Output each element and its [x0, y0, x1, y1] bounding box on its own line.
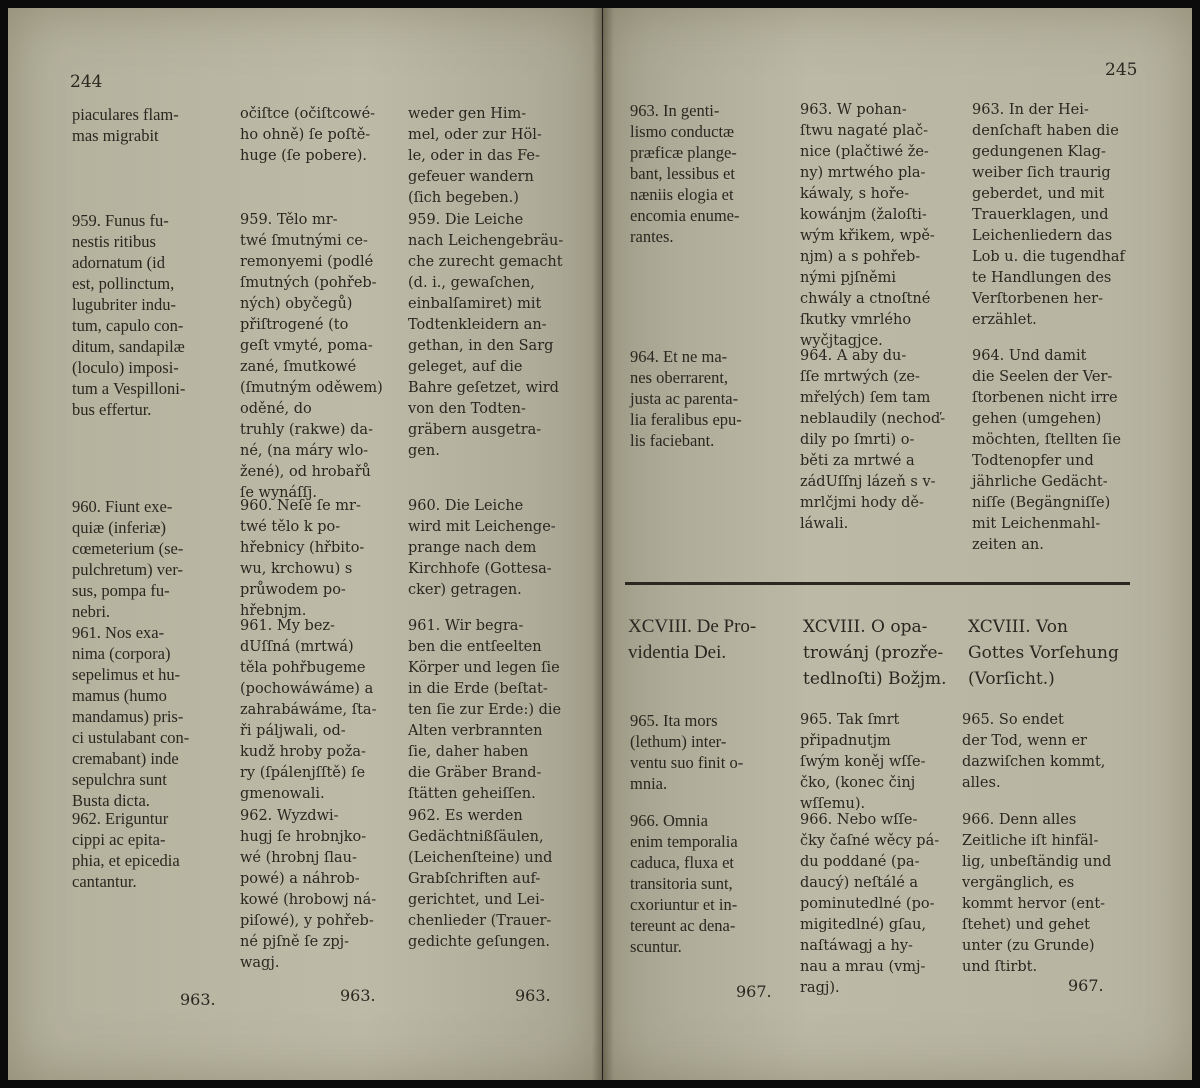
latin-entry-958-end: piaculares flam- mas migrabit — [72, 105, 179, 145]
section-divider-rule — [625, 582, 1130, 585]
german-entry-959: 959. Die Leiche nach Leichengebräu- che zurecht gemacht (d. i., gewaſchen, einbalſamiret) mit Todtenkleidern an- gethan, in den Sarg geleget, auf die Bahre geſetzet, wird von den Todten- gräbern ausgetra- gen. — [408, 212, 564, 459]
czech-entry-966: 966. Nebo wſſe- čky čaſné wěcy pá- du poddané (pa- daucý) neſtálé a pominutedlné (po- migitedlné) gſau, naſtáwagj a hy- nau a mrau (vmj- ragj). — [800, 812, 940, 996]
czech-entry-962: 962. Wyzdwi- hugj ſe hrobnjko- wé (hrobnj ſlau- powé) a náhrob- kowé (hrobowj ná- piſowé), y pohřeb- né pjſně ſe zpj- wagj. — [240, 808, 377, 971]
czech-entry-958-end: očiſtce (očiſtcowé- ho ohně) ſe poſtě- huge (ſe pobere). — [240, 106, 376, 164]
czech-entry-960: 960. Neſe ſe mr- twé tělo k po- hřebnicy (hřbito- wu, krchowu) s průwodem po- hřebnjm. — [240, 498, 365, 619]
book-gutter — [592, 8, 614, 1080]
czech-entry-959: 959. Tělo mr- twé ſmutnými ce- remonyemi (podlé ſmutných (pohřeb- ných) obyčegů) přiſtrogené (to geſt vmyté, poma- zané, ſmutkowé (ſmutným oděwem) oděné, do truhly (rakwe) da- né, (na máry wlo- žené), od hrobařů ſe wynáſſj. — [240, 212, 383, 501]
german-entry-958-end: weder gen Him- mel, oder zur Höl- le, oder in das Fe- gefeuer wandern (ſich begeben.) — [408, 106, 542, 206]
german-entry-960: 960. Die Leiche wird mit Leichenge- prange nach dem Kirchhofe (Gottesa- cker) getragen. — [408, 498, 556, 598]
page-number-right: 245 — [1105, 60, 1138, 80]
german-entry-961: 961. Wir begra- ben die entſeelten Körper und legen ſie in die Erde (beſtat- ten ſie zur Erde:) die Alten verbrannten ſie, daher haben die Gräber Brand- ſtätten geheiſſen. — [408, 618, 562, 802]
czech-entry-963: 963. W pohan- ſtwu nagaté plač- nice (plačtiwé že- ny) mrtwého pla- káwaly, s hoře- kowánjm (žaloſti- wým křikem, wpě- njm) a s pohřeb- nými pjſněmi chwály a ctnoſtné ſkutky vmrlého wyčjtagjce. — [800, 102, 935, 349]
german-entry-965: 965. So endet der Tod, wenn er dazwiſchen kommt, alles. — [962, 712, 1106, 791]
catchword-right-german: 967. — [1068, 976, 1104, 995]
catchword-right-latin: 967. — [736, 982, 772, 1001]
chapter-heading-latin: XCVIII. De Pro- videntia Dei. — [628, 616, 757, 663]
latin-entry-962: 962. Eriguntur cippi ac epita- phia, et epicedia cantantur. — [72, 809, 180, 891]
german-entry-963: 963. In der Hei- denſchaft haben die gedungenen Klag- weiber ſich traurig geberdet, und mit Trauerklagen, und Leichenliedern das Lob u. die tugendhaf te Handlungen des Verſtorbenen her- erzählet. — [972, 102, 1125, 328]
latin-entry-964: 964. Et ne ma- nes oberrarent, justa ac parenta- lia feralibus epu- lis faciebant. — [630, 347, 742, 450]
german-entry-966: 966. Denn alles Zeitliche iſt hinfäl- lig, unbeſtändig und vergänglich, es kommt hervor (ent- ſtehet) und gehet unter (zu Grunde) und ſtirbt. — [962, 812, 1112, 975]
catchword-left-german: 963. — [515, 986, 551, 1005]
czech-entry-961: 961. My bez- dUſſná (mrtwá) těla pohřbugeme (pochowáwáme) a zahrabáwáme, ſta- ři páljwali, od- kudž hroby poža- ry (ſpálenjſſtě) ſe gmenowali. — [240, 618, 377, 802]
chapter-heading-german: XCVIII. Von Gottes Vorſehung (Vorſicht.) — [968, 617, 1119, 689]
latin-entry-963: 963. In genti- lismo conductæ præficæ plange- bant, lessibus et næniis elogia et encomia enume- rantes. — [630, 101, 740, 246]
german-entry-962: 962. Es werden Gedächtnißſäulen, (Leichenſteine) und Grabſchriften auf- gerichtet, und Lei- chenlieder (Trauer- gedichte geſungen. — [408, 808, 553, 950]
page-number-left: 244 — [70, 72, 103, 92]
catchword-left-czech: 963. — [340, 986, 376, 1005]
german-entry-964: 964. Und damit die Seelen der Ver- ſtorbenen nicht irre gehen (umgehen) möchten, ſtellten ſie Todtenopfer und jährliche Gedächt- niſſe (Begängniſſe) mit Leichenmahl- zeiten an. — [972, 348, 1121, 553]
czech-entry-965: 965. Tak ſmrt připadnutjm ſwým koněj wſſe- čko, (konec činj wſſemu). — [800, 712, 926, 812]
latin-entry-959: 959. Funus fu- nestis ritibus adornatum (id est, pollinctum, lugubriter indu- tum, capulo con- ditum, sandapilæ (loculo) imposi- tum a Vespilloni- bus effertur. — [72, 211, 186, 419]
latin-entry-960: 960. Fiunt exe- quiæ (inferiæ) cœmeterium (se- pulchretum) ver- sus, pompa fu- nebri. — [72, 497, 184, 621]
chapter-heading-czech: XCVIII. O opa- trowánj (prozře- tedlnoſti) Božjm. — [803, 617, 947, 689]
catchword-left-latin: 963. — [180, 990, 216, 1009]
czech-entry-964: 964. A aby du- ſſe mrtwých (ze- mřelých) ſem tam neblaudily (nechoď- dily po ſmrti) o- běti za mrtwé a zádUſſnj lázeň s v- mrlčjmi hody dě- láwali. — [800, 348, 946, 532]
latin-entry-965: 965. Ita mors (lethum) inter- ventu suo finit o- mnia. — [630, 711, 744, 793]
latin-entry-961: 961. Nos exa- nima (corpora) sepelimus et hu- mamus (humo mandamus) pris- ci ustulabant con- cremabant) inde sepulchra sunt Busta dicta. — [72, 623, 190, 810]
latin-entry-966: 966. Omnia enim temporalia caduca, fluxa et transitoria sunt, cxoriuntur et in- tereunt ac dena- scuntur. — [630, 811, 738, 956]
